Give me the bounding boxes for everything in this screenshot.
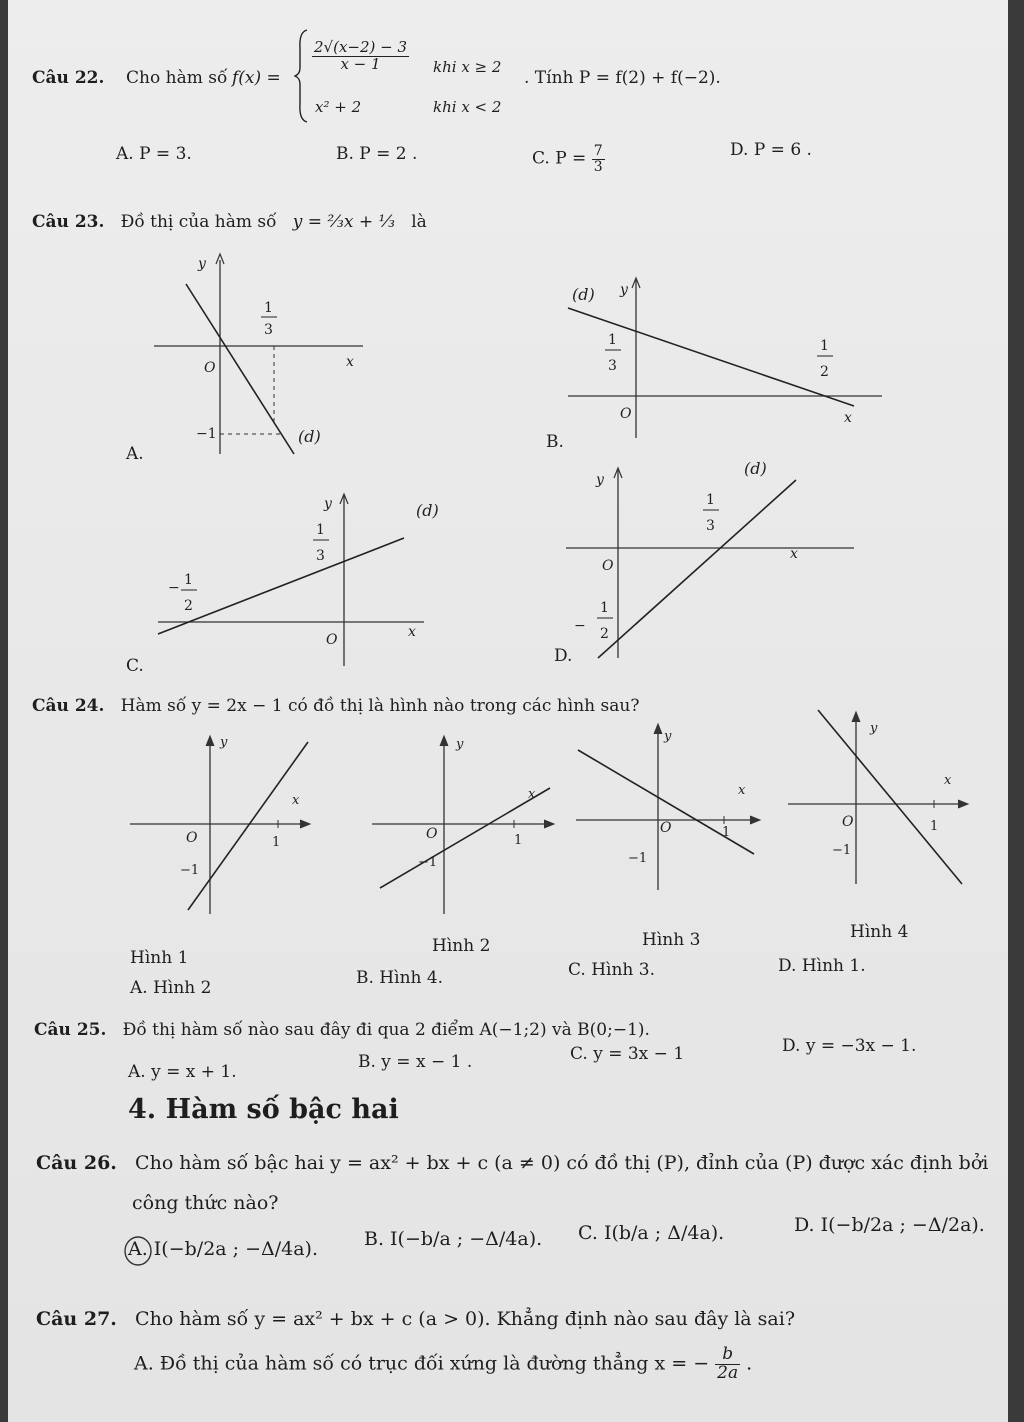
x-tick-num: 1	[184, 572, 193, 588]
q22-label: Câu 22.	[32, 68, 105, 88]
y-label: y	[220, 735, 228, 750]
y-tick-num: 1	[600, 600, 609, 616]
q22-line	[32, 68, 227, 88]
q26-option-b: B. I(−b/a ; −Δ/4a).	[364, 1228, 543, 1250]
tick-num: 1	[706, 492, 715, 508]
q25-line	[34, 1020, 650, 1040]
q22-branch1-num: 2√(x−2) − 3	[314, 38, 408, 56]
x-tick-den: 2	[820, 364, 829, 380]
q26-text: Cho hàm số bậc hai y = ax² + bx + c (a ≠ 0) có đồ thị (P), đỉnh của (P) được xác định bởi	[135, 1152, 989, 1174]
x-label: x	[738, 783, 746, 798]
tick-1: 1	[514, 833, 523, 848]
line-label: (d)	[416, 501, 439, 520]
q25-option-c: C. y = 3x − 1	[570, 1044, 685, 1064]
y-label: y	[620, 282, 628, 298]
line-d	[158, 538, 404, 634]
y-neg1: −1	[196, 426, 217, 442]
q27-option-a-end: .	[746, 1352, 753, 1375]
origin: O	[660, 820, 672, 836]
origin: O	[842, 814, 854, 830]
q23-option-b: B.	[546, 432, 564, 452]
tick-1: 1	[722, 825, 731, 840]
q24-fig3-caption: Hình 3	[642, 930, 701, 950]
line-label: (d)	[744, 459, 767, 478]
q24-option-b: B. Hình 4.	[356, 968, 444, 988]
q22-option-a: A. P = 3.	[116, 144, 192, 164]
q26-answer-circle	[122, 1234, 156, 1268]
tick-neg1: −1	[180, 863, 200, 878]
q23-graph-a	[148, 250, 368, 460]
q23-label: Câu 23.	[32, 212, 105, 232]
q23-option-a: A.	[126, 444, 144, 464]
q27-option-a-den: 2a	[717, 1362, 739, 1383]
q27-text: Cho hàm số y = ax² + bx + c (a > 0). Khẳng định nào sau đây là sai?	[135, 1308, 795, 1330]
q22-task: . Tính P = f(2) + f(−2).	[524, 68, 721, 88]
minus-sign: −	[574, 618, 586, 634]
line-d	[568, 308, 854, 406]
q24-graph-3	[572, 716, 762, 896]
y-label: y	[870, 721, 878, 736]
q23-graph-b	[564, 272, 884, 442]
x-label: x	[944, 773, 952, 788]
minus-sign: −	[168, 580, 180, 596]
q25-label: Câu 25.	[34, 1020, 107, 1040]
q25-option-d: D. y = −3x − 1.	[782, 1036, 917, 1056]
origin: O	[326, 632, 338, 648]
q24-option-a: A. Hình 2	[130, 978, 212, 998]
q22-branch1	[312, 40, 409, 73]
q23-suffix: là	[411, 212, 427, 232]
q27-line	[36, 1308, 795, 1330]
tick-den: 3	[316, 548, 325, 564]
q23-line	[32, 212, 427, 232]
line-d	[598, 480, 796, 658]
origin: O	[186, 830, 198, 846]
q22-option-c	[532, 144, 605, 174]
tick-1: 1	[930, 819, 939, 834]
x-label: x	[292, 793, 300, 808]
q23-graph-d	[556, 452, 856, 662]
graph-line	[188, 742, 308, 910]
q22-option-c-den: 3	[593, 158, 603, 175]
x-label: x	[346, 354, 354, 370]
tick-1: 1	[272, 835, 281, 850]
q27-option-a	[134, 1346, 752, 1383]
q25-option-a: A. y = x + 1.	[128, 1062, 237, 1082]
q27-option-a-text: A. Đồ thị của hàm số có trục đối xứng là đường thẳng x = −	[134, 1352, 710, 1375]
q24-line	[32, 696, 639, 716]
tick-den: 3	[608, 358, 617, 374]
q24-fig4-caption: Hình 4	[850, 922, 909, 942]
tick-den: 3	[706, 518, 715, 534]
y-label: y	[456, 737, 464, 752]
origin: O	[426, 826, 438, 842]
q24-graph-2	[368, 728, 558, 918]
tick-neg1: −1	[832, 843, 852, 858]
q22-option-c-label: C. P =	[532, 148, 587, 169]
graph-line	[380, 788, 550, 888]
x-label: x	[790, 546, 798, 562]
origin: O	[602, 558, 614, 574]
line-label: (d)	[572, 285, 595, 304]
x-tick-den: 2	[184, 598, 193, 614]
y-label: y	[596, 472, 604, 488]
exam-page	[8, 0, 1008, 1422]
q24-graph-1	[126, 728, 316, 918]
q22-option-b: B. P = 2 .	[336, 144, 418, 164]
q26-option-c: C. I(b/a ; Δ/4a).	[578, 1222, 725, 1244]
q24-graph-4	[784, 704, 970, 890]
q26-line2: công thức nào?	[132, 1192, 279, 1214]
tick-neg1: −1	[628, 851, 648, 866]
q24-label: Câu 24.	[32, 696, 105, 716]
q24-option-d: D. Hình 1.	[778, 956, 866, 976]
q24-fig2-caption: Hình 2	[432, 936, 491, 956]
q26-label: Câu 26.	[36, 1152, 117, 1174]
tick-num: 1	[264, 300, 273, 316]
q22-intro: Cho hàm số	[126, 68, 228, 88]
q23-option-d: D.	[554, 646, 573, 666]
y-label: y	[198, 256, 206, 272]
q26-option-a: A. I(−b/2a ; −Δ/4a).	[128, 1238, 319, 1260]
q27-label: Câu 27.	[36, 1308, 117, 1330]
q22-option-d: D. P = 6 .	[730, 140, 812, 160]
q26-line1	[36, 1152, 988, 1174]
q25-text: Đồ thị hàm số nào sau đây đi qua 2 điểm A(−1;2) và B(0;−1).	[122, 1020, 650, 1040]
section-title: 4. Hàm số bậc hai	[128, 1094, 399, 1125]
q22-branch1-cond: khi x ≥ 2	[433, 58, 502, 76]
q22-fx: f(x) =	[232, 68, 281, 88]
q23-option-c: C.	[126, 656, 144, 676]
q24-option-c: C. Hình 3.	[568, 960, 655, 980]
tick-num: 1	[316, 522, 325, 538]
origin: O	[204, 360, 216, 376]
q22-option-c-num: 7	[593, 143, 603, 159]
x-tick-num: 1	[820, 338, 829, 354]
q27-option-a-num: b	[715, 1346, 740, 1365]
y-label: y	[664, 729, 672, 744]
y-tick-den: 2	[600, 626, 609, 642]
q23-formula: y = ⅔x + ⅓	[292, 212, 395, 232]
x-label: x	[844, 410, 852, 426]
q22-branch2-cond: khi x < 2	[433, 98, 502, 116]
x-label: x	[528, 787, 536, 802]
q24-fig1-caption: Hình 1	[130, 948, 189, 968]
tick-num: 1	[608, 332, 617, 348]
tick-den: 3	[264, 322, 273, 338]
q25-option-b: B. y = x − 1 .	[358, 1052, 473, 1072]
y-label: y	[324, 496, 332, 512]
origin: O	[620, 406, 632, 422]
q26-option-d: D. I(−b/2a ; −Δ/2a).	[794, 1214, 985, 1236]
q22-branch1-den: x − 1	[340, 54, 381, 73]
x-label: x	[408, 624, 416, 640]
q23-intro: Đồ thị của hàm số	[120, 212, 277, 232]
q22-branch2: x² + 2	[315, 98, 362, 116]
line-label: (d)	[298, 427, 321, 446]
q24-text: Hàm số y = 2x − 1 có đồ thị là hình nào trong các hình sau?	[120, 696, 640, 716]
tick-neg1: −1	[418, 855, 438, 870]
q22-brace	[294, 28, 310, 124]
q23-graph-c	[154, 488, 454, 668]
